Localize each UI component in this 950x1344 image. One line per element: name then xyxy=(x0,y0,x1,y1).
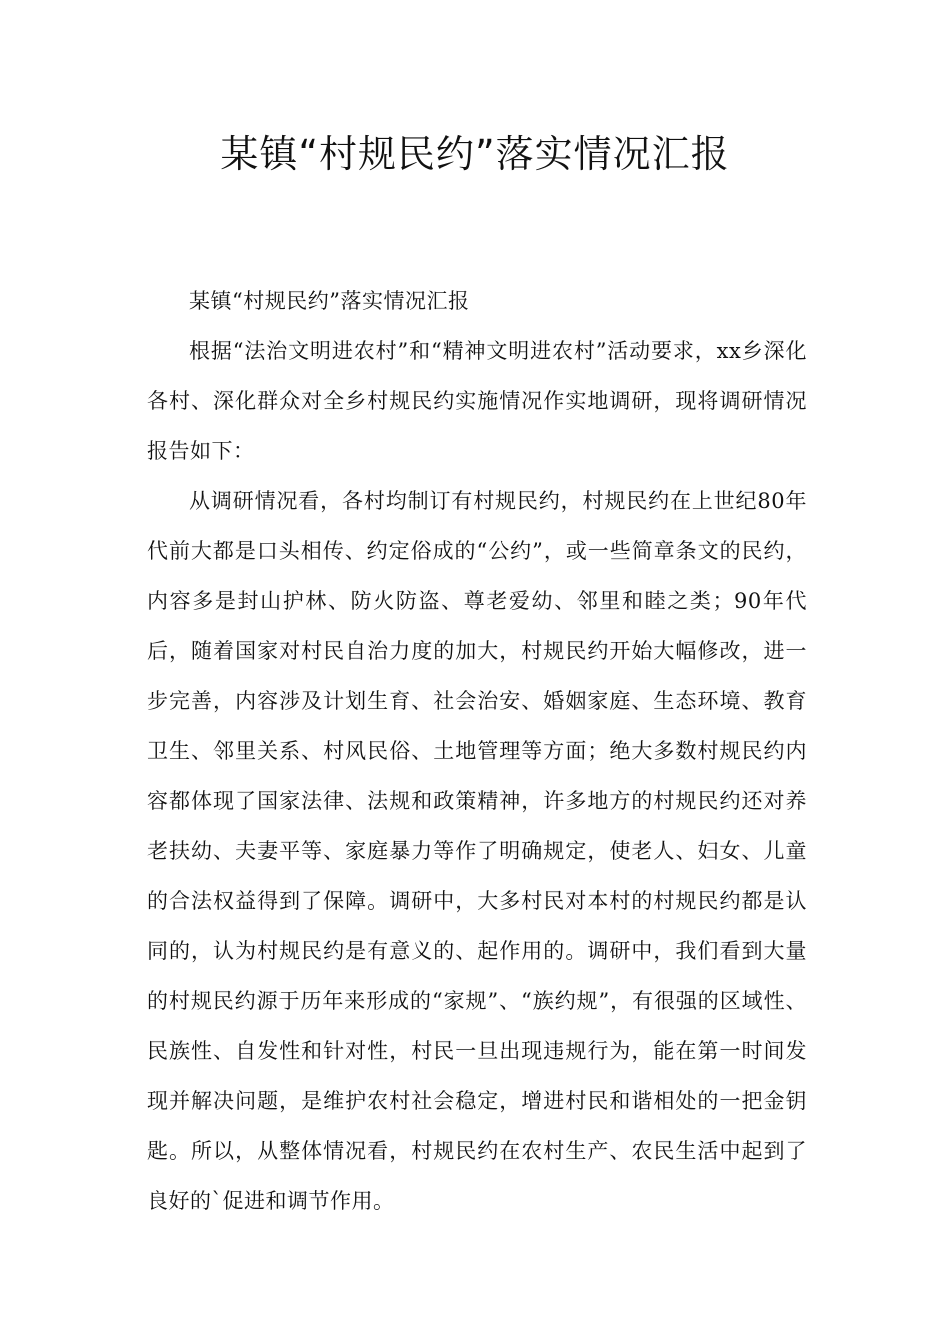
document-title: 某镇“村规民约”落实情况汇报 xyxy=(220,132,730,176)
paragraph-intro: 根据“法治文明进农村”和“精神文明进农村”活动要求，xx乡深化各村、深化群众对全乡村规民约实施情况作实地调研，现将调研情况报告如下： xyxy=(147,339,807,463)
document-body xyxy=(147,276,807,1226)
paragraph-subtitle: 某镇“村规民约”落实情况汇报 xyxy=(189,289,470,313)
paragraph-findings: 从调研情况看，各村均制订有村规民约，村规民约在上世纪80年代前大都是口头相传、约定俗成的“公约”，或一些简章条文的民约，内容多是封山护林、防火防盗、尊老爱幼、邻里和睦之类；90年代后，随着国家对村民自治力度的加大，村规民约开始大幅修改，进一步完善，内容涉及计划生育、社会治安、婚姻家庭、生态环境、教育卫生、邻里关系、村风民俗、土地管理等方面；绝大多数村规民约内容都体现了国家法律、法规和政策精神，许多地方的村规民约还对养老扶幼、夫妻平等、家庭暴力等作了明确规定，使老人、妇女、儿童的合法权益得到了保障。调研中，大多村民对本村的村规民约都是认同的，认为村规民约是有意义的、起作用的。调研中，我们看到大量的村规民约源于历年来形成的“家规”、“族约规”，有很强的区域性、民族性、自发性和针对性，村民一旦出现违规行为，能在第一时间发现并解决问题，是维护农村社会稳定，增进村民和谐相处的一把金钥匙。所以，从整体情况看，村规民约在农村生产、农民生活中起到了良好的`促进和调节作用。 xyxy=(147,489,807,1213)
